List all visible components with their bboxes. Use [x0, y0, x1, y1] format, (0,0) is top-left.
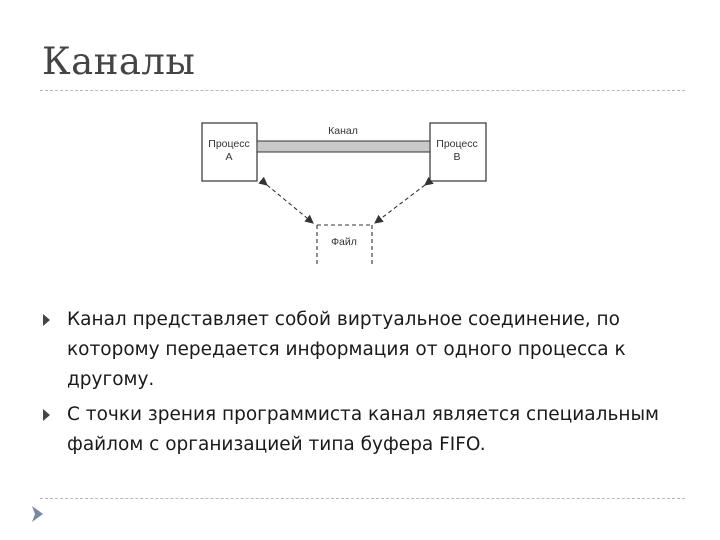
- bullet-arrow-icon: [43, 409, 50, 421]
- bullet-list: [40, 305, 680, 465]
- process-b-name: B: [453, 151, 461, 163]
- process-a-name: A: [225, 151, 233, 163]
- bullet-text: Канал представляет собой виртуальное соединение, по которому передается информация от одного процесса к другому.: [67, 309, 626, 390]
- arrow-a-file: [267, 185, 313, 223]
- footer-divider: [40, 498, 685, 499]
- channel-label: Канал: [328, 125, 358, 137]
- pipe-diagram: [195, 115, 495, 270]
- next-slide-icon[interactable]: [30, 504, 46, 524]
- arrow-b-file: [375, 185, 425, 223]
- file-label: Файл: [331, 236, 357, 248]
- process-b-label: Процесс: [436, 138, 478, 150]
- bullet-text: С точки зрения программиста канал является специальным файлом с организацией типа буфера FIFO.: [67, 404, 660, 455]
- channel-pipe: [257, 141, 430, 152]
- bullet-arrow-icon: [43, 314, 50, 326]
- process-a-label: Процесс: [208, 138, 250, 150]
- title-divider: [40, 90, 685, 91]
- list-item: [40, 400, 680, 460]
- list-item: [40, 305, 680, 395]
- page-title: Каналы: [42, 40, 196, 83]
